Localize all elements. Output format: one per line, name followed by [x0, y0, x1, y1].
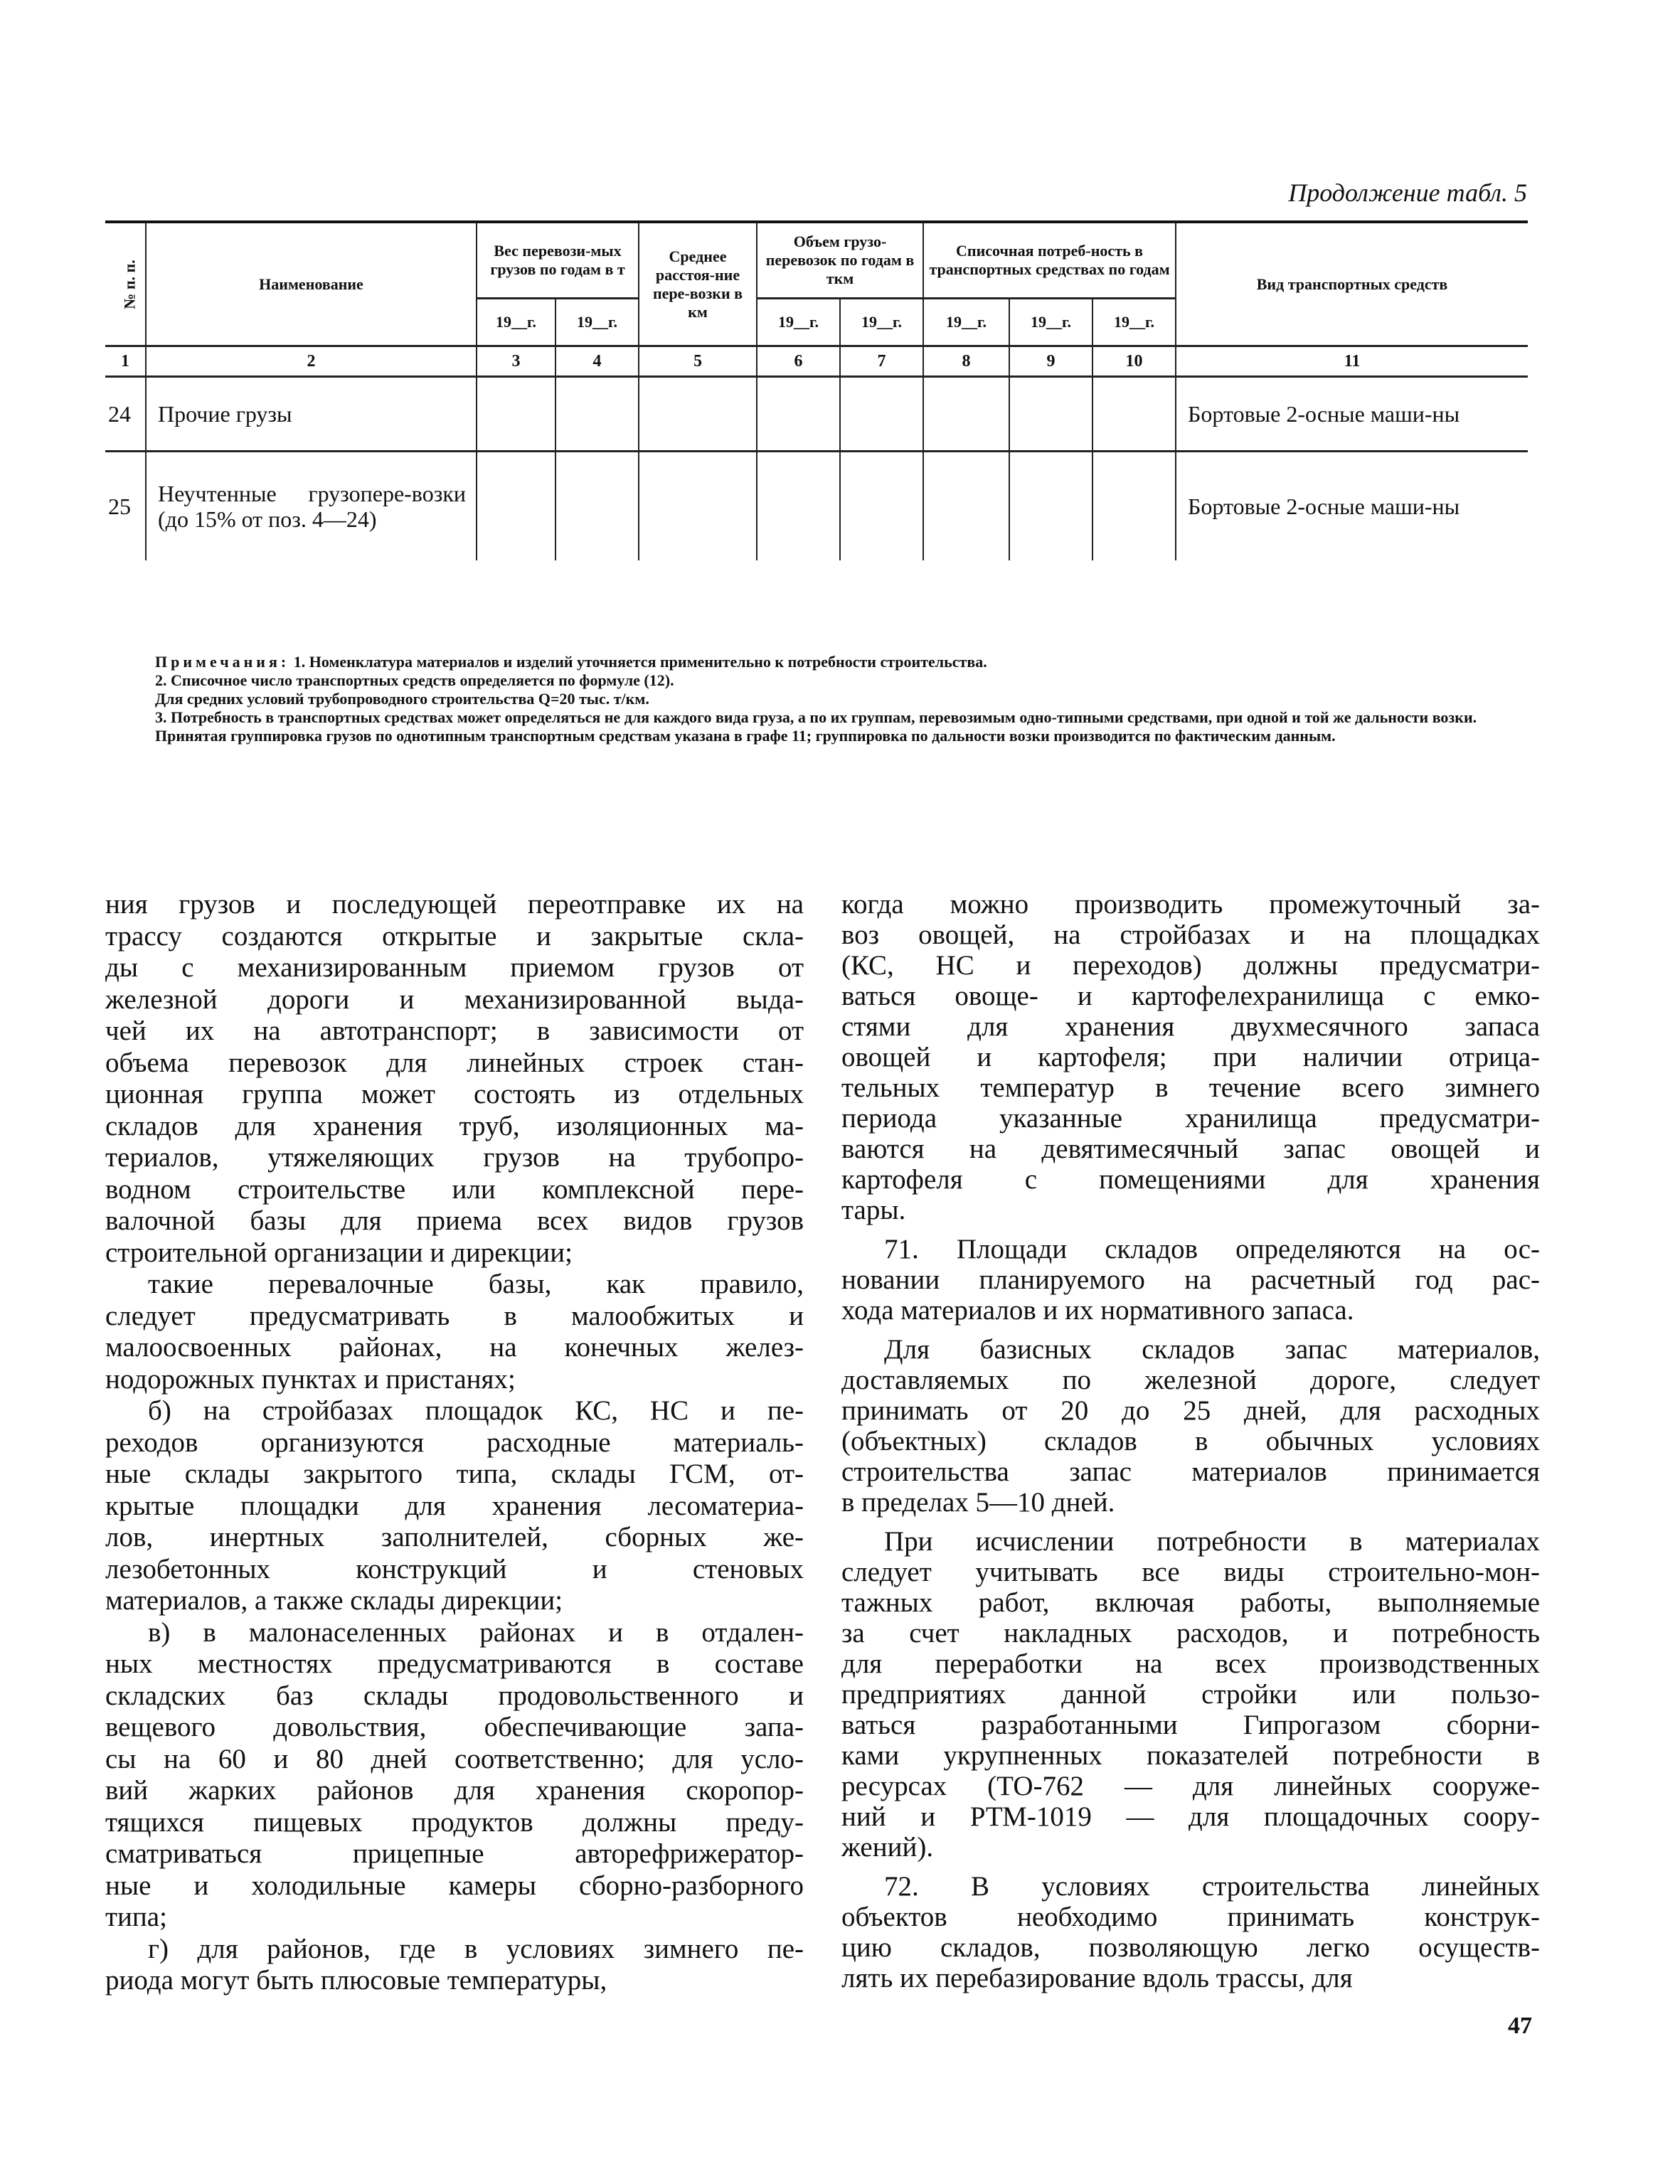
text-line: следует учитывать все виды строительно-мон-	[841, 1557, 1540, 1587]
text-line: (КС, НС и переходов) должны предусматри-	[841, 950, 1540, 981]
text-line: трассу создаются открытые и закрытые скла-	[105, 920, 804, 952]
row-kind: Бортовые 2-осные маши-ны	[1176, 377, 1528, 452]
text-line: для переработки на всех производственных	[841, 1648, 1540, 1679]
text-line: в пределах 5—10 дней.	[841, 1487, 1115, 1518]
year-cell: 19__г.	[757, 299, 840, 346]
col-number: 3	[477, 346, 555, 377]
text-line: складов для хранения труб, изоляционных ма-	[105, 1110, 804, 1141]
text-line: реходов организуются расходные материаль-	[105, 1427, 804, 1458]
text-line: овощей и картофеля; при наличии отрица-	[841, 1042, 1540, 1072]
text-line: новании планируемого на расчетный год рас-	[841, 1264, 1540, 1295]
text-line: ваться овоще- и картофелехранилища с емко-	[841, 981, 1540, 1011]
col-number: 7	[840, 346, 923, 377]
col-number: 2	[146, 346, 477, 377]
col-number: 11	[1176, 346, 1528, 377]
text-line: объектов необходимо принимать конструк-	[841, 1902, 1540, 1932]
text-line: периода указанные хранилища предусматри-	[841, 1103, 1540, 1134]
text-line: вий жарких районов для хранения скоропор-	[105, 1775, 804, 1806]
col-number: 6	[757, 346, 840, 377]
table-row	[105, 452, 1528, 561]
text-line: воз овощей, на стройбазах и на площадках	[841, 920, 1540, 950]
note-2: 2. Списочное число транспортных средств определяется по формуле (12).	[155, 671, 674, 689]
text-line: ды с механизированным приемом грузов от	[105, 952, 804, 983]
col-number: 9	[1009, 346, 1092, 377]
text-line: лов, инертных заполнителей, сборных же-	[105, 1522, 804, 1552]
text-line: ционная группа может состоять из отдельных	[105, 1079, 804, 1109]
text-line: (объектных) складов в обычных условиях	[841, 1426, 1540, 1456]
text-line: картофеля с помещениями для хранения	[841, 1164, 1540, 1195]
text-line: типа;	[105, 1902, 167, 1932]
text-line: за счет накладных расходов, и потребность	[841, 1618, 1540, 1648]
year-cell: 19__г.	[1092, 299, 1176, 346]
text-line: 72. В условиях строительства линейных	[884, 1871, 1540, 1902]
text-line: доставляемых по железной дороге, следует	[841, 1365, 1540, 1395]
note-2b: Для средних условий трубопроводного строительства Q=20 тыс. т/км.	[155, 690, 649, 708]
text-line: ний и РТМ-1019 — для площадочных соору-	[841, 1801, 1540, 1832]
notes-label: Примечания:	[155, 653, 290, 671]
text-line: стями для хранения двухмесячного запаса	[841, 1011, 1540, 1042]
text-line: г) для районов, где в условиях зимнего пе-	[148, 1933, 804, 1964]
row-kind: Бортовые 2-осные маши-ны	[1176, 452, 1528, 561]
table-continuation-caption: Продолжение табл. 5	[1288, 179, 1527, 207]
text-line: строительной организации и дирекции;	[105, 1237, 573, 1268]
text-line: малоосвоенных районах, на конечных желез-	[105, 1332, 804, 1363]
header-num: № п. п.	[105, 222, 146, 346]
body-text-right-column	[841, 889, 1540, 1993]
text-line: вещевого довольствия, обеспечивающие запа-	[105, 1712, 804, 1742]
year-cell: 19__г.	[555, 299, 639, 346]
header-kind: Вид транспортных средств	[1176, 222, 1528, 346]
text-line: цию складов, позволяющую легко осуществ-	[841, 1932, 1540, 1963]
text-line: строительства запас материалов принимается	[841, 1456, 1540, 1487]
text-line: ные склады закрытого типа, склады ГСМ, от-	[105, 1459, 804, 1489]
text-line: ваются на девятимесячный запас овощей и	[841, 1134, 1540, 1164]
year-cell: 19__г.	[1009, 299, 1092, 346]
text-line: тажных работ, включая работы, выполняемые	[841, 1587, 1540, 1618]
year-cell: 19__г.	[840, 299, 923, 346]
text-line: 71. Площади складов определяются на ос-	[884, 1234, 1540, 1264]
row-name: Неучтенные грузопере-возки (до 15% от поз. 4—24)	[146, 452, 477, 561]
text-line: крытые площадки для хранения лесоматериа-	[105, 1490, 804, 1521]
header-volume: Объем грузо-перевозок по годам в ткм	[757, 222, 923, 299]
note-4: Принятая группировка грузов по однотипным транспортным средствам указана в графе 11; группировка по дальности возки производится по фактическим данным.	[155, 727, 1336, 745]
col-number: 1	[105, 346, 146, 377]
text-line: Для базисных складов запас материалов,	[884, 1334, 1540, 1365]
row-name: Прочие грузы	[146, 377, 477, 452]
text-line: жений).	[841, 1832, 934, 1863]
text-line: ками укрупненных показателей потребности в	[841, 1740, 1540, 1771]
col-number: 5	[639, 346, 757, 377]
header-name: Наименование	[146, 222, 477, 346]
text-line: нодорожных пунктах и пристанях;	[105, 1363, 516, 1395]
note-3: 3. Потребность в транспортных средствах может определяться не для каждого вида груза, а по их группам, перевозимым одно-типными средствами, при одной и той же дальности возки.	[155, 708, 1477, 726]
col-number: 4	[555, 346, 639, 377]
text-line: ваться разработанными Гипрогазом сборни-	[841, 1710, 1540, 1740]
text-line: тары.	[841, 1195, 906, 1225]
text-line: ных местностях предусматриваются в составе	[105, 1648, 804, 1679]
text-line: складских баз склады продовольственного и	[105, 1680, 804, 1711]
header-need: Списочная потреб-ность в транспортных средствах по годам	[923, 222, 1176, 299]
text-line: хода материалов и их нормативного запаса.	[841, 1295, 1354, 1326]
row-number: 25	[105, 452, 146, 561]
text-line: валочной базы для приема всех видов грузов	[105, 1205, 804, 1236]
text-line: следует предусматривать в малообжитых и	[105, 1300, 804, 1331]
table-row	[105, 377, 1528, 452]
text-line: когда можно производить промежуточный за-	[841, 889, 1540, 920]
text-line: водном строительстве или комплексной пере-	[105, 1173, 804, 1205]
text-line: в) в малонаселенных районах и в отдален-	[148, 1616, 804, 1648]
body-text-left-column	[105, 889, 804, 1997]
text-line: такие перевалочные базы, как правило,	[148, 1269, 804, 1299]
text-line: териалов, утяжеляющих грузов на трубопро-	[105, 1142, 804, 1173]
year-cell: 19__г.	[923, 299, 1009, 346]
text-line: ные и холодильные камеры сборно-разборного	[105, 1870, 804, 1901]
text-line: лять их перебазирование вдоль трассы, для	[841, 1963, 1353, 1993]
text-line: б) на стройбазах площадок КС, НС и пе-	[148, 1395, 804, 1426]
text-line: При исчислении потребности в материалах	[884, 1526, 1540, 1557]
header-distance: Среднее расстоя-ние пере-возки в км	[639, 222, 757, 346]
text-line: ресурсах (ТО-762 — для линейных сооруже-	[841, 1771, 1540, 1801]
col-number: 8	[923, 346, 1009, 377]
text-line: тельных температур в течение всего зимнего	[841, 1072, 1540, 1103]
header-weight: Вес перевози-мых грузов по годам в т	[477, 222, 639, 299]
text-line: сматриваться прицепные авторефрижератор-	[105, 1838, 804, 1869]
text-line: риода могут быть плюсовые температуры,	[105, 1965, 607, 1996]
col-number: 10	[1092, 346, 1176, 377]
text-line: материалов, а также склады дирекции;	[105, 1585, 563, 1616]
year-cell: 19__г.	[477, 299, 555, 346]
text-line: сы на 60 и 80 дней соответственно; для усло-	[105, 1743, 804, 1774]
text-line: предприятиях данной стройки или пользо-	[841, 1679, 1540, 1710]
table-notes	[155, 653, 1535, 745]
text-line: железной дороги и механизированной выда-	[105, 984, 804, 1015]
text-line: принимать от 20 до 25 дней, для расходных	[841, 1395, 1540, 1426]
text-line: ния грузов и последующей переотправке их на	[105, 889, 804, 920]
text-line: тящихся пищевых продуктов должны преду-	[105, 1806, 804, 1838]
transport-table	[105, 220, 1528, 560]
text-line: лезобетонных конструкций и стеновых	[105, 1553, 804, 1584]
page-number: 47	[1508, 2013, 1532, 2039]
row-number: 24	[105, 377, 146, 452]
text-line: объема перевозок для линейных строек стан-	[105, 1047, 804, 1078]
text-line: чей их на автотранспорт; в зависимости от	[105, 1016, 804, 1046]
note-1: 1. Номенклатура материалов и изделий уточняется применительно к потребности строительства.	[293, 653, 987, 671]
